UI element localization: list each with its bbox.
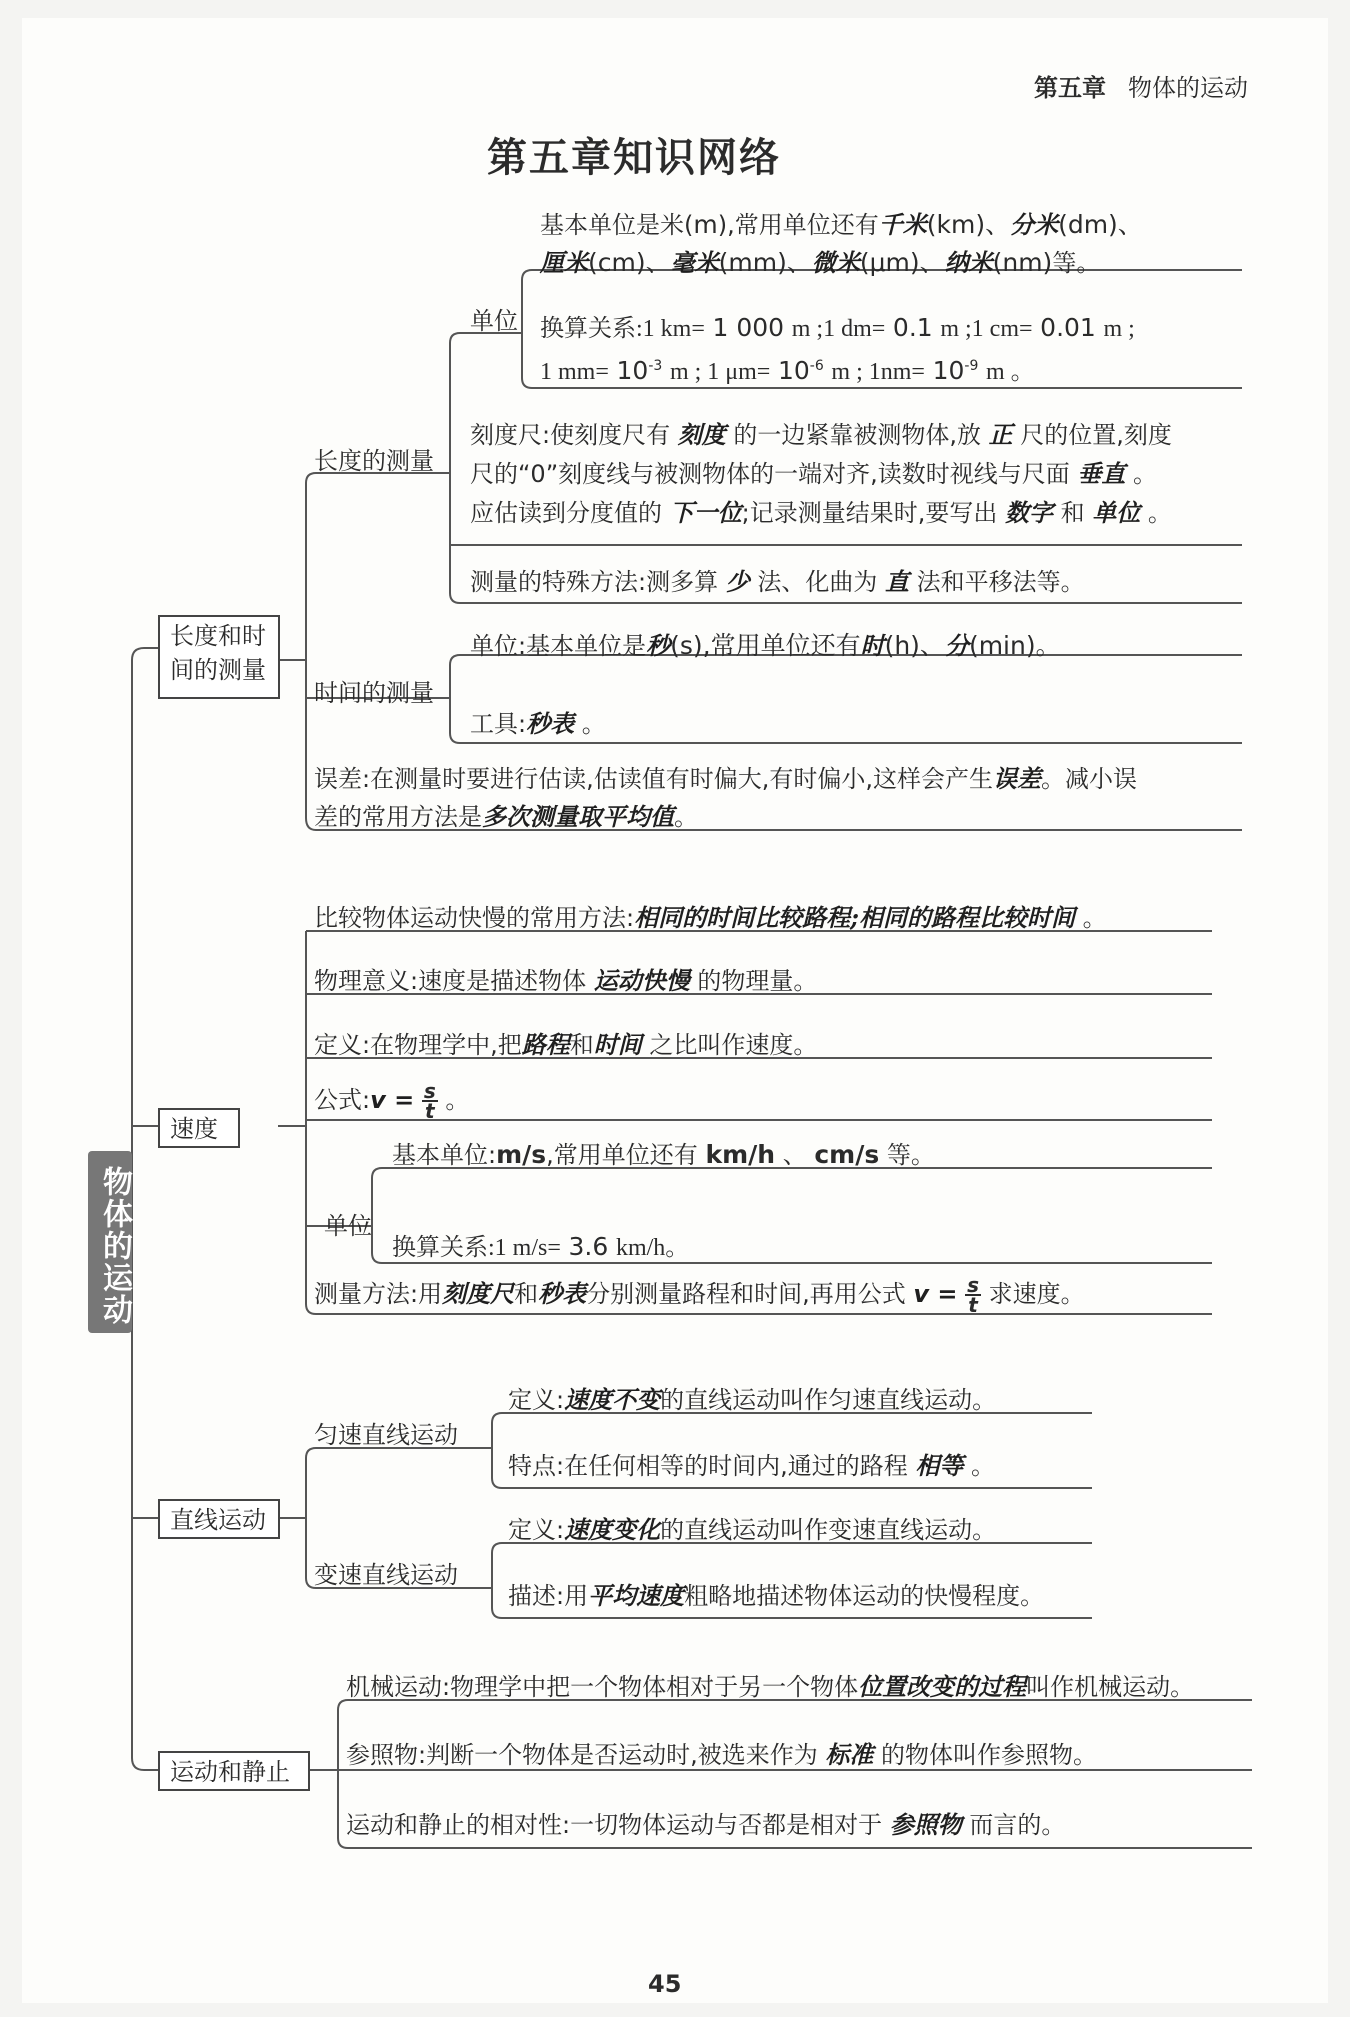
page-title: 第五章知识网络: [487, 134, 781, 181]
header-subject: 物体的运动: [1128, 74, 1248, 102]
ruler-line3: 应估读到分度值的 下一位;记录测量结果时,要写出 数字 和 单位 。: [470, 498, 1172, 527]
ruler-line2: 尺的“0”刻度线与被测物体的一端对齐,读数时视线与尺面 垂直 。: [470, 459, 1158, 488]
node-linear-motion-label: 直线运动: [170, 1506, 266, 1534]
running-header: [1034, 68, 1248, 103]
branch-time-measure: 时间的测量: [314, 679, 434, 707]
length-basic-unit-line1: 基本单位是米(m),常用单位还有千米(km)、分米(dm)、: [540, 210, 1143, 239]
time-tool: 工具:秒表 。: [470, 709, 606, 738]
error-line1: 误差:在测量时要进行估读,估读值有时偏大,有时偏小,这样会产生误差。减小误: [314, 764, 1137, 793]
page: [22, 18, 1328, 2003]
node-motion-rest-label: 运动和静止: [170, 1758, 290, 1786]
formula-fraction: $\frac{s}{t}$: [423, 1079, 436, 1123]
length-conversion-line1: 换算关系:1 km= 1 000 m ;1 dm= 0.1 m ;1 cm= 0.01 m ;: [540, 313, 1135, 342]
node-speed: [158, 1108, 240, 1148]
length-basic-unit-line2: 厘米(cm)、毫米(mm)、微米(μm)、纳米(nm)等。: [540, 248, 1101, 277]
time-unit: 单位:基本单位是秒(s),常用单位还有时(h)、分(min)。: [470, 631, 1061, 660]
length-unit-label: 单位: [470, 307, 518, 335]
speed-meaning: 物理意义:速度是描述物体 运动快慢 的物理量。: [314, 966, 818, 995]
speed-unit-label: 单位: [324, 1212, 372, 1240]
special-methods: 测量的特殊方法:测多算 少 法、化曲为 直 法和平移法等。: [470, 567, 1085, 596]
node-length-time: [158, 615, 280, 699]
uniform-feature: 特点:在任何相等的时间内,通过的路程 相等 。: [508, 1451, 995, 1480]
variable-description: 描述:用平均速度粗略地描述物体运动的快慢程度。: [508, 1581, 1045, 1610]
branch-length-measure: 长度的测量: [314, 447, 434, 475]
speed-measure: 测量方法:用刻度尺和秒表分别测量路程和时间,再用公式 v = $\frac{s}{t}$ 求速度。: [314, 1273, 1085, 1317]
speed-compare: 比较物体运动快慢的常用方法:相同的时间比较路程;相同的路程比较时间 。: [314, 903, 1107, 932]
reference-object: 参照物:判断一个物体是否运动时,被选来作为 标准 的物体叫作参照物。: [346, 1740, 1097, 1769]
relativity: 运动和静止的相对性:一切物体运动与否都是相对于 参照物 而言的。: [346, 1810, 1066, 1839]
speed-unit-basic: 基本单位:m/s,常用单位还有 km/h 、 cm/s 等。: [392, 1140, 935, 1169]
speed-unit-conversion: 换算关系:1 m/s= 3.6 km/h。: [392, 1232, 690, 1261]
error-line2: 差的常用方法是多次测量取平均值。: [314, 802, 698, 831]
root-node: 物体的运动: [88, 1151, 132, 1333]
branch-uniform: 匀速直线运动: [314, 1421, 458, 1449]
branch-variable: 变速直线运动: [314, 1561, 458, 1589]
page-number: 45: [648, 1970, 682, 1998]
speed-formula: 公式:v = $\frac{s}{t}$ 。: [314, 1079, 470, 1123]
node-linear-motion: [158, 1499, 280, 1539]
variable-definition: 定义:速度变化的直线运动叫作变速直线运动。: [508, 1515, 997, 1544]
measure-formula-fraction: $\frac{s}{t}$: [967, 1273, 980, 1317]
length-conversion-line2: 1 $mm= 10^{-3}$ m ; 1 $\mu m= 10^{-6}$ m ; $1nm= 10^{-9}$ m 。: [540, 356, 1035, 385]
header-chapter: 第五章: [1034, 74, 1106, 102]
ruler-line1: 刻度尺:使刻度尺有 刻度 的一边紧靠被测物体,放 正 尺的位置,刻度: [470, 420, 1172, 449]
speed-definition: 定义:在物理学中,把路程和时间 之比叫作速度。: [314, 1030, 818, 1059]
node-speed-label: 速度: [170, 1115, 218, 1143]
node-length-time-label: 长度和时间的测量: [170, 622, 266, 684]
node-motion-rest: [158, 1751, 310, 1791]
mechanical-motion: 机械运动:物理学中把一个物体相对于另一个物体位置改变的过程叫作机械运动。: [346, 1672, 1195, 1701]
uniform-definition: 定义:速度不变的直线运动叫作匀速直线运动。: [508, 1385, 997, 1414]
